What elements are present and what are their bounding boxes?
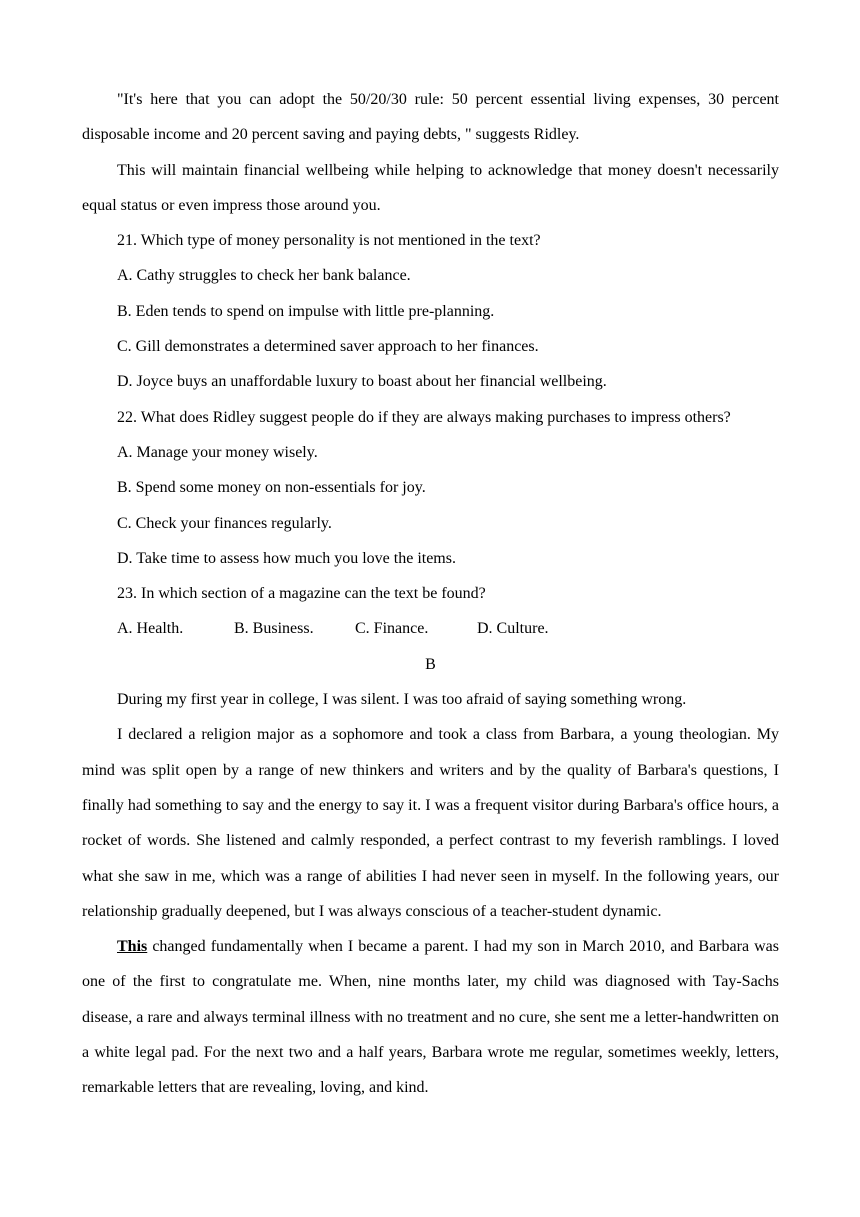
passage-paragraph: I declared a religion major as a sophomore and took a class from Barbara, a young theologian. My mind was split open by a range of new thinkers and writers and by the quality of Barbara's questions, I finally had something to say and the energy to say it. I was a frequent visitor during Barbara's office hours, a rocket of words. She listened and calmly responded, a perfect contrast to my feverish ramblings. I loved what she saw in me, which was a range of abilities I had never seen in myself. In the following years, our relationship gradually deepened, but I was always conscious of a teacher-student dynamic. <box>82 726 779 920</box>
question-23-option-d: D. Culture. <box>477 620 549 638</box>
question-22-option-b: B. Spend some money on non-essentials for joy. <box>117 479 426 497</box>
question-21-option-a: A. Cathy struggles to check her bank balance. <box>117 267 411 285</box>
section-heading: B <box>425 655 436 673</box>
document-page <box>82 82 779 1106</box>
question-21-stem: 21. Which type of money personality is not mentioned in the text? <box>117 232 541 250</box>
question-22-option-d: D. Take time to assess how much you love the items. <box>117 549 456 567</box>
question-23-stem: 23. In which section of a magazine can the text be found? <box>117 585 486 603</box>
question-23-option-c: C. Finance. <box>355 620 429 638</box>
question-21-option-b: B. Eden tends to spend on impulse with little pre-planning. <box>117 302 495 320</box>
question-21-option-c: C. Gill demonstrates a determined saver approach to her finances. <box>117 338 539 356</box>
paragraph-text: changed fundamentally when I became a parent. I had my son in March 2010, and Barbara was one of the first to congratulate me. When, nine months later, my child was diagnosed with Tay-Sachs disease, a rare and always terminal illness with no treatment and no cure, she sent me a letter-handwritten on a white legal pad. For the next two and a half years, Barbara wrote me regular, sometimes weekly, letters, remarkable letters that are revealing, loving, and kind. <box>82 938 779 1097</box>
passage-paragraph: During my first year in college, I was silent. I was too afraid of saying something wrong. <box>117 691 687 709</box>
question-23-option-b: B. Business. <box>234 620 314 638</box>
passage-paragraph: "It's here that you can adopt the 50/20/30 rule: 50 percent essential living expenses, 30 percent disposable income and 20 percent saving and paying debts, " suggests Ridley. <box>82 91 779 144</box>
question-22-option-a: A. Manage your money wisely. <box>117 443 318 461</box>
question-23-options <box>82 611 779 646</box>
question-22-option-c: C. Check your finances regularly. <box>117 514 332 532</box>
passage-paragraph <box>82 929 779 1105</box>
emphasized-word: This <box>117 938 148 956</box>
passage-paragraph: This will maintain financial wellbeing while helping to acknowledge that money doesn't necessarily equal status or even impress those around you. <box>82 161 779 214</box>
question-21-option-d: D. Joyce buys an unaffordable luxury to boast about her financial wellbeing. <box>117 373 607 391</box>
question-23-option-a: A. Health. <box>117 620 184 638</box>
question-22-stem: 22. What does Ridley suggest people do if they are always making purchases to impress others? <box>117 408 731 426</box>
